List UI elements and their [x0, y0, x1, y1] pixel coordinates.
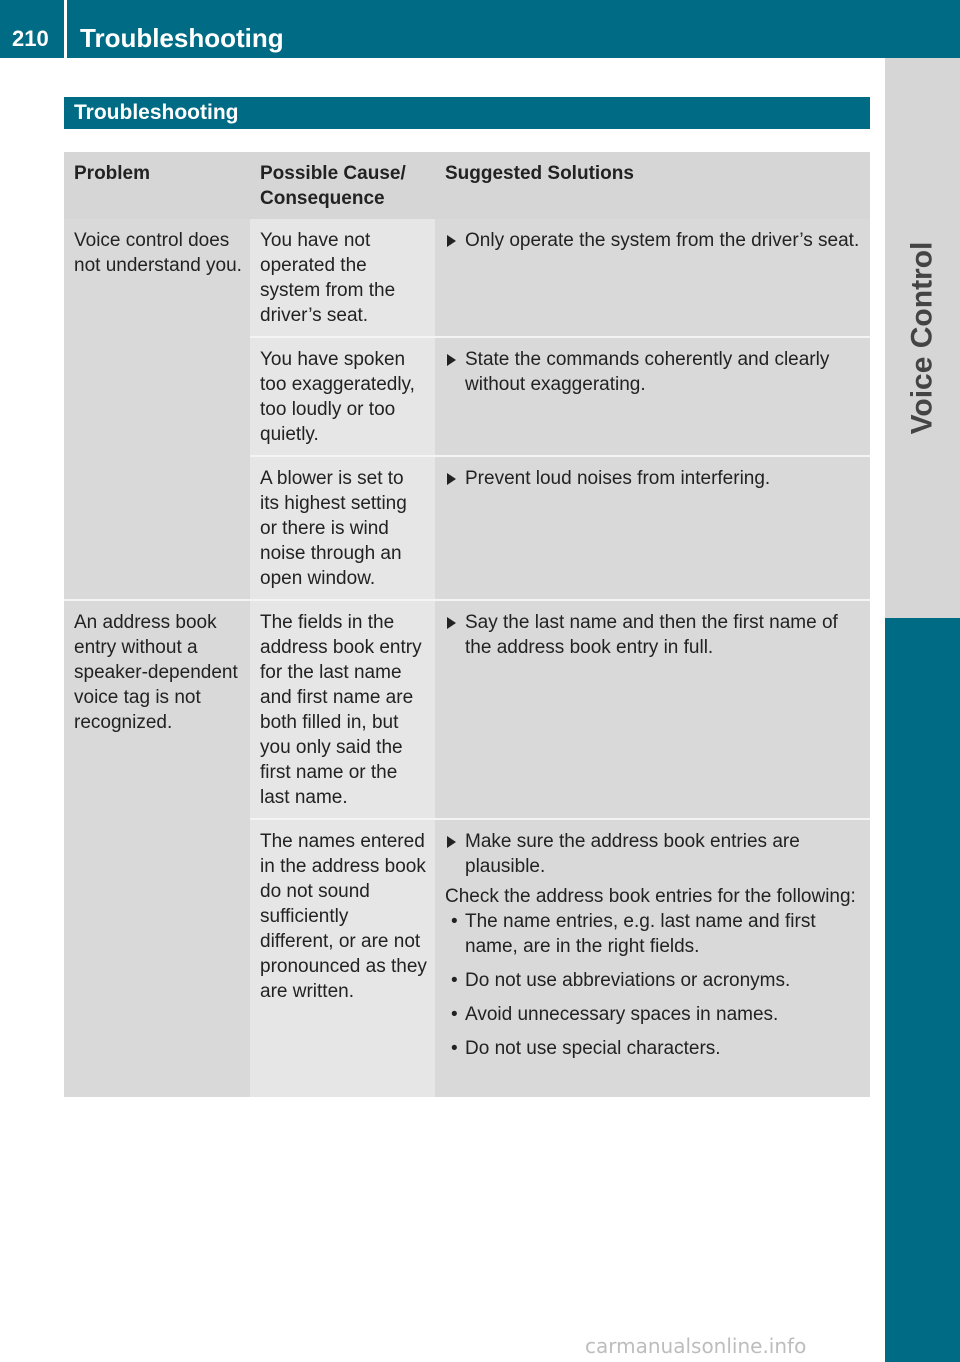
table-row [64, 600, 870, 819]
problem-cell: An address book entry without a speaker-dependent voice tag is not recognized. [64, 600, 250, 1097]
table-header-row [64, 152, 870, 219]
list-item-text: Do not use special characters. [465, 1038, 721, 1059]
step-arrow-icon [447, 235, 456, 247]
cause-cell: A blower is set to its highest setting or there is wind noise through an open window. [250, 456, 435, 600]
solution-cell [435, 456, 870, 600]
troubleshooting-table [64, 152, 870, 1097]
list-item [445, 968, 862, 993]
list-item [445, 1002, 862, 1027]
solution-step [445, 466, 862, 491]
list-item [445, 909, 862, 959]
solution-text: Make sure the address book entries are plausible. [465, 831, 800, 877]
column-header-problem: Problem [64, 152, 250, 219]
solution-cell [435, 219, 870, 337]
step-arrow-icon [447, 354, 456, 366]
solution-cell [435, 600, 870, 819]
cause-cell: The names entered in the address book do not sound sufficiently different, or are not pronounced as they are written. [250, 819, 435, 1097]
section-title: Troubleshooting [64, 97, 870, 129]
bullet-list [445, 909, 862, 1061]
header-title: Troubleshooting [80, 23, 284, 53]
column-header-solution: Suggested Solutions [435, 152, 870, 219]
step-arrow-icon [447, 473, 456, 485]
list-item-text: The name entries, e.g. last name and first name, are in the right fields. [465, 911, 816, 957]
bullet-icon: • [451, 911, 458, 932]
solution-text: State the commands coherently and clearly without exaggerating. [465, 349, 830, 395]
page-number: 210 [12, 26, 49, 51]
solution-text: Prevent loud noises from interfering. [465, 468, 771, 489]
step-arrow-icon [447, 836, 456, 848]
bullet-icon: • [451, 1004, 458, 1025]
bullet-icon: • [451, 1038, 458, 1059]
side-tab-label: Voice Control [905, 241, 939, 435]
solution-text: Say the last name and then the first name of the address book entry in full. [465, 612, 838, 658]
table-row [64, 219, 870, 337]
column-header-cause: Possible Cause/ Consequence [250, 152, 435, 219]
step-arrow-icon [447, 617, 456, 629]
solution-step [445, 347, 862, 397]
cause-cell: The fields in the address book entry for the last name and first name are both filled in, but you only said the first name or the last name. [250, 600, 435, 819]
solution-cell [435, 337, 870, 456]
header-divider [64, 0, 67, 58]
side-tab-accent [885, 618, 960, 1362]
problem-cell: Voice control does not understand you. [64, 219, 250, 600]
solution-note: Check the address book entries for the following: [445, 886, 856, 907]
cause-cell: You have spoken too exaggeratedly, too loudly or too quietly. [250, 337, 435, 456]
footer-watermark[interactable]: carmanualsonline.info [585, 1334, 807, 1358]
list-item [445, 1036, 862, 1061]
solution-step [445, 829, 862, 879]
solution-step [445, 228, 862, 253]
cause-cell: You have not operated the system from the driver’s seat. [250, 219, 435, 337]
side-tab-label-wrap [885, 58, 960, 618]
solution-cell [435, 819, 870, 1097]
solution-step [445, 610, 862, 660]
bullet-icon: • [451, 970, 458, 991]
solution-text: Only operate the system from the driver’s seat. [465, 230, 860, 251]
list-item-text: Do not use abbreviations or acronyms. [465, 970, 791, 991]
list-item-text: Avoid unnecessary spaces in names. [465, 1004, 779, 1025]
